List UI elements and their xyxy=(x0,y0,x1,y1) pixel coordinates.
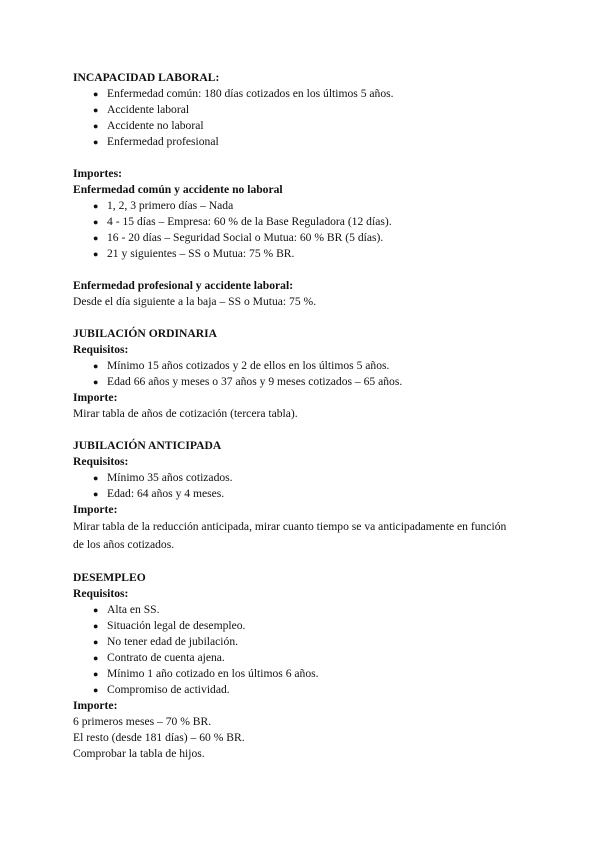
list-item xyxy=(93,86,543,102)
list-item xyxy=(93,118,543,134)
desempleo-list xyxy=(73,602,543,698)
list-item xyxy=(93,470,543,486)
list-item-text: 21 y siguientes – SS o Mutua: 75 % BR. xyxy=(107,247,295,260)
profesional-text: Desde el día siguiente a la baja – SS o Mutua: 75 %. xyxy=(73,295,317,308)
list-item xyxy=(93,102,543,118)
bullet-icon: ● xyxy=(93,473,99,483)
list-item-text: Enfermedad común: 180 días cotizados en los últimos 5 años. xyxy=(107,87,394,100)
list-item xyxy=(93,666,543,682)
subsection-title-profesional: Enfermedad profesional y accidente laboral: xyxy=(73,279,294,292)
list-item xyxy=(93,198,543,214)
spacer xyxy=(73,310,543,326)
requisitos-label: Requisitos: xyxy=(73,343,129,356)
list-item-text: Mínimo 1 año cotizado en los últimos 6 años. xyxy=(107,667,319,680)
list-item-text: Accidente laboral xyxy=(107,103,190,116)
list-item-text: Edad: 64 años y 4 meses. xyxy=(107,487,225,500)
importe-line: Comprobar la tabla de hijos. xyxy=(73,747,205,760)
importe-label: Importe: xyxy=(73,391,118,404)
bullet-icon: ● xyxy=(93,637,99,647)
bullet-icon: ● xyxy=(93,605,99,615)
list-item-text: 16 - 20 días – Seguridad Social o Mutua: 60 % BR (5 días). xyxy=(107,231,384,244)
bullet-icon: ● xyxy=(93,669,99,679)
section-title-desempleo: DESEMPLEO xyxy=(73,571,146,584)
list-item-text: 4 - 15 días – Empresa: 60 % de la Base Reguladora (12 días). xyxy=(107,215,392,228)
importe-text: Mirar tabla de años de cotización (tercera tabla). xyxy=(73,407,298,420)
list-item-text: Compromiso de actividad. xyxy=(107,683,230,696)
bullet-icon: ● xyxy=(93,377,99,387)
jub-anticipada-list xyxy=(73,470,543,502)
bullet-icon: ● xyxy=(93,489,99,499)
section-title-jubilacion-anticipada: JUBILACIÓN ANTICIPADA xyxy=(73,439,222,452)
list-item-text: Mínimo 15 años cotizados y 2 de ellos en los últimos 5 años. xyxy=(107,359,390,372)
list-item-text: Accidente no laboral xyxy=(107,119,204,132)
list-item-text: Alta en SS. xyxy=(107,603,160,616)
spacer xyxy=(73,262,543,278)
list-item-text: Mínimo 35 años cotizados. xyxy=(107,471,233,484)
jub-ordinaria-list xyxy=(73,358,543,390)
importe-text-line-2: de los años cotizados. xyxy=(73,538,175,551)
bullet-icon: ● xyxy=(93,361,99,371)
section-title-incapacidad: INCAPACIDAD LABORAL: xyxy=(73,71,220,84)
spacer xyxy=(73,554,543,570)
bullet-icon: ● xyxy=(93,201,99,211)
bullet-icon: ● xyxy=(93,653,99,663)
list-item xyxy=(93,374,543,390)
comun-list xyxy=(73,198,543,262)
importe-text-line-1: Mirar tabla de la reducción anticipada, mirar cuanto tiempo se va anticipadamente en función xyxy=(73,520,507,533)
list-item xyxy=(93,134,543,150)
spacer xyxy=(73,422,543,438)
list-item xyxy=(93,230,543,246)
list-item xyxy=(93,486,543,502)
list-item xyxy=(93,634,543,650)
subsection-title-comun: Enfermedad común y accidente no laboral xyxy=(73,183,283,196)
requisitos-label: Requisitos: xyxy=(73,587,129,600)
importes-label: Importes: xyxy=(73,167,122,180)
bullet-icon: ● xyxy=(93,685,99,695)
list-item-text: No tener edad de jubilación. xyxy=(107,635,239,648)
bullet-icon: ● xyxy=(93,621,99,631)
requisitos-label: Requisitos: xyxy=(73,455,129,468)
list-item xyxy=(93,682,543,698)
incapacidad-list xyxy=(73,86,543,150)
list-item xyxy=(93,602,543,618)
section-title-jubilacion-ordinaria: JUBILACIÓN ORDINARIA xyxy=(73,327,217,340)
list-item xyxy=(93,214,543,230)
importe-line: El resto (desde 181 días) – 60 % BR. xyxy=(73,731,245,744)
list-item-text: Situación legal de desempleo. xyxy=(107,619,246,632)
document-content xyxy=(73,70,543,762)
list-item xyxy=(93,358,543,374)
importe-label: Importe: xyxy=(73,503,118,516)
list-item-text: Edad 66 años y meses o 37 años y 9 meses cotizados – 65 años. xyxy=(107,375,403,388)
importe-label: Importe: xyxy=(73,699,118,712)
bullet-icon: ● xyxy=(93,249,99,259)
importe-line: 6 primeros meses – 70 % BR. xyxy=(73,715,212,728)
bullet-icon: ● xyxy=(93,137,99,147)
bullet-icon: ● xyxy=(93,233,99,243)
bullet-icon: ● xyxy=(93,105,99,115)
list-item xyxy=(93,246,543,262)
list-item-text: Enfermedad profesional xyxy=(107,135,219,148)
list-item-text: 1, 2, 3 primero días – Nada xyxy=(107,199,234,212)
bullet-icon: ● xyxy=(93,89,99,99)
list-item xyxy=(93,618,543,634)
spacer xyxy=(73,150,543,166)
bullet-icon: ● xyxy=(93,217,99,227)
list-item-text: Contrato de cuenta ajena. xyxy=(107,651,225,664)
bullet-icon: ● xyxy=(93,121,99,131)
list-item xyxy=(93,650,543,666)
